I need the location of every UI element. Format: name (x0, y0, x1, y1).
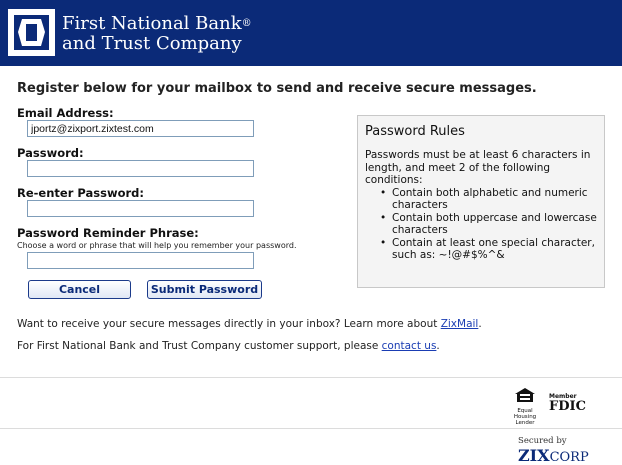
support-note: For First National Bank and Trust Company customer support, please contact us. (17, 340, 440, 352)
reminder-phrase-label: Password Reminder Phrase: (17, 226, 199, 240)
password-rules-panel (357, 115, 605, 288)
submit-password-button[interactable]: Submit Password (147, 280, 262, 299)
password-rules-description: Passwords must be at least 6 characters in length, and meet 2 of the following conditions: (365, 149, 591, 186)
rule-item: • Contain both alphabetic and numeric characters (392, 187, 601, 212)
zixmail-link[interactable]: ZixMail (440, 318, 479, 330)
equal-housing-lender: Equal Housing Lender (512, 387, 538, 426)
reenter-password-field[interactable] (27, 200, 254, 217)
zixmail-note: Want to receive your secure messages directly in your inbox? Learn more about ZixMail. (17, 318, 482, 330)
footer-divider (0, 377, 622, 378)
password-rules-list (365, 187, 601, 262)
cancel-button[interactable]: Cancel (28, 280, 131, 299)
header-banner (0, 0, 622, 66)
rule-item: • Contain at least one special character, such as: ~!@#$%^& (392, 237, 601, 262)
reminder-phrase-field[interactable] (27, 252, 254, 269)
bank-name: First National Bank® and Trust Company (62, 13, 252, 54)
reenter-password-label: Re-enter Password: (17, 186, 144, 200)
fdic-badge: Member FDIC (549, 393, 586, 414)
secured-by-zixcorp: Secured by ZIXCORP (518, 436, 589, 465)
house-icon (514, 387, 536, 403)
footer-divider (0, 428, 622, 429)
password-label: Password: (17, 146, 84, 160)
password-field[interactable] (27, 160, 254, 177)
password-rules-title: Password Rules (365, 124, 465, 139)
contact-us-link[interactable]: contact us (381, 340, 437, 352)
bank-logo-icon (8, 9, 55, 56)
password-rules-body (365, 149, 601, 262)
email-label: Email Address: (17, 106, 114, 120)
page-heading: Register below for your mailbox to send and receive secure messages. (17, 81, 537, 96)
reminder-phrase-hint: Choose a word or phrase that will help you remember your password. (17, 241, 297, 250)
rule-item: • Contain both uppercase and lowercase characters (392, 212, 601, 237)
email-field[interactable] (27, 120, 254, 137)
